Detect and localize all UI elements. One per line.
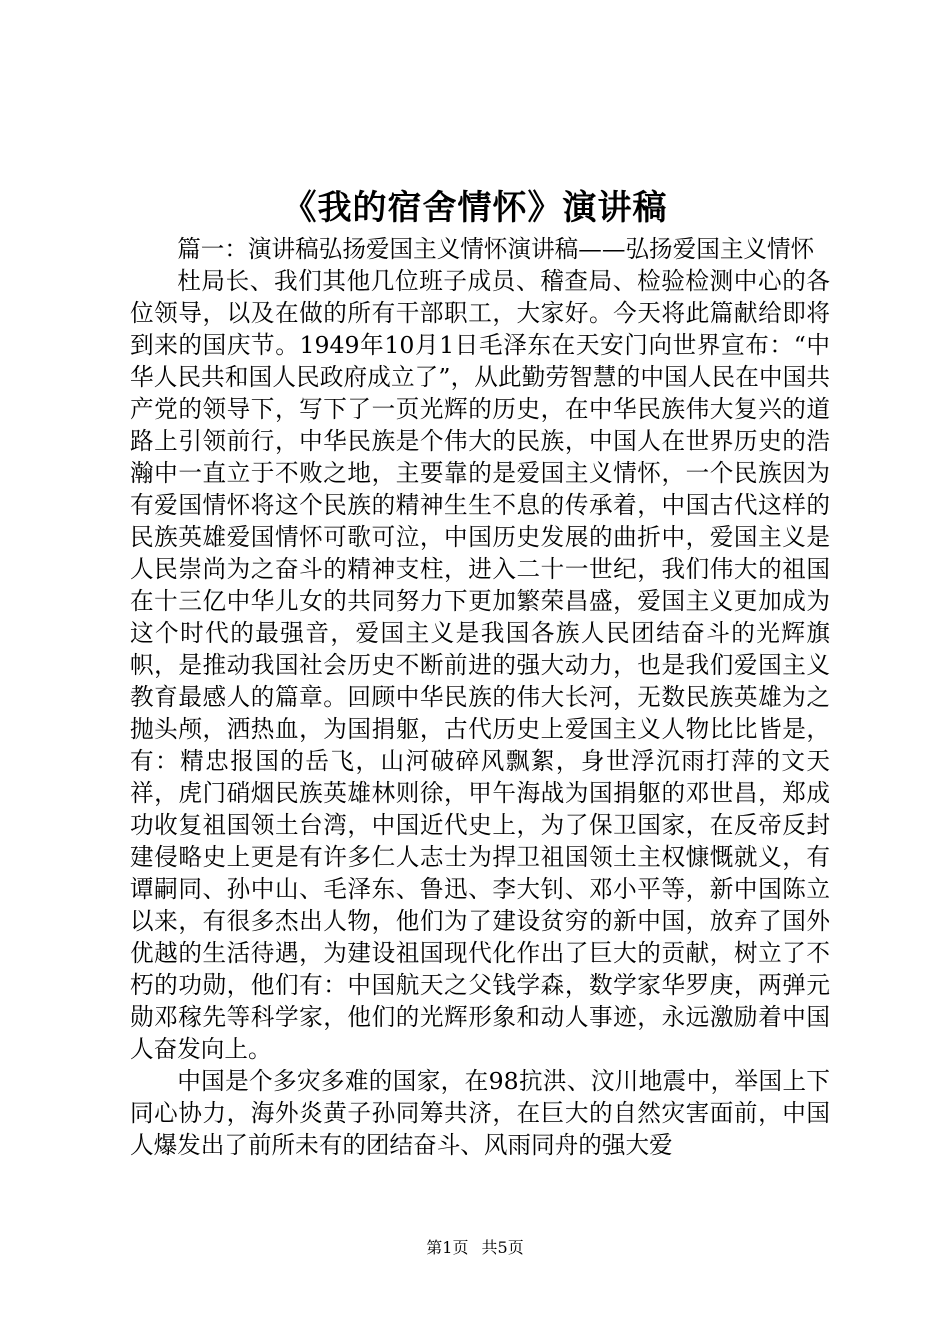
document-title: 《我的宿舍情怀》演讲稿 — [282, 188, 668, 228]
paragraph-heading: 篇一：演讲稿弘扬爱国主义情怀演讲稿——弘扬爱国主义情怀 — [177, 235, 815, 263]
paragraph: 中国是个多灾多难的国家，在98抗洪、汶川地震中，举国上下同心协力，海外炎黄子孙同筹共济，在巨大的自然灾害面前，中国人爆发出了前所未有的团结奋斗、风雨同舟的强大爱 — [130, 1067, 830, 1159]
page-total: 共5页 — [481, 1238, 524, 1257]
page-footer — [0, 1236, 950, 1260]
document-body — [130, 233, 830, 1161]
page-number: 第1页 — [426, 1238, 469, 1257]
paragraph: 杜局长、我们其他几位班子成员、稽查局、检验检测中心的各位领导，以及在做的所有干部职工，大家好。今天将此篇献给即将到来的国庆节。1949年10月1日毛泽东在天安门向世界宣布：“中华人民共和国人民政府成立了”，从此勤劳智慧的中国人民在中国共产党的领导下，写下了一页光辉的历史，在中华民族伟大复兴的道路上引领前行，中华民族是个伟大的民族，中国人在世界历史的浩瀚中一直立于不败之地，主要靠的是爱国主义情怀，一个民族因为有爱国情怀将这个民族的精神生生不息的传承着，中国古代这样的民族英雄爱国情怀可歌可泣，中国历史发展的曲折中，爱国主义是人民崇尚为之奋斗的精神支柱，进入二十一世纪，我们伟大的祖国在十三亿中华儿女的共同努力下更加繁荣昌盛，爱国主义更加成为这个时代的最强音，爱国主义是我国各族人民团结奋斗的光辉旗帜，是推动我国社会历史不断前进的强大动力，也是我们爱国主义教育最感人的篇章。回顾中华民族的伟大长河，无数民族英雄为之抛头颅，洒热血，为国捐躯，古代历史上爱国主义人物比比皆是，有：精忠报国的岳飞，山河破碎风飘絮，身世浮沉雨打萍的文天祥，虎门硝烟民族英雄林则徐，甲午海战为国捐躯的邓世昌，郑成功收复祖国领土台湾，中国近代史上，为了保卫国家，在反帝反封建侵略史上更是有许多仁人志士为捍卫祖国领土主权慷慨就义，有谭嗣同、孙中山、毛泽东、鲁迅、李大钊、邓小平等，新中国陈立以来，有很多杰出人物，他们为了建设贫穷的新中国，放弃了国外优越的生活待遇，为建设祖国现代化作出了巨大的贡献，树立了不朽的功勋，他们有：中国航天之父钱学森，数学家华罗庚，两弹元勋邓稼先等科学家，他们的光辉形象和动人事迹，永远激励着中国人奋发向上。 — [130, 267, 830, 1063]
